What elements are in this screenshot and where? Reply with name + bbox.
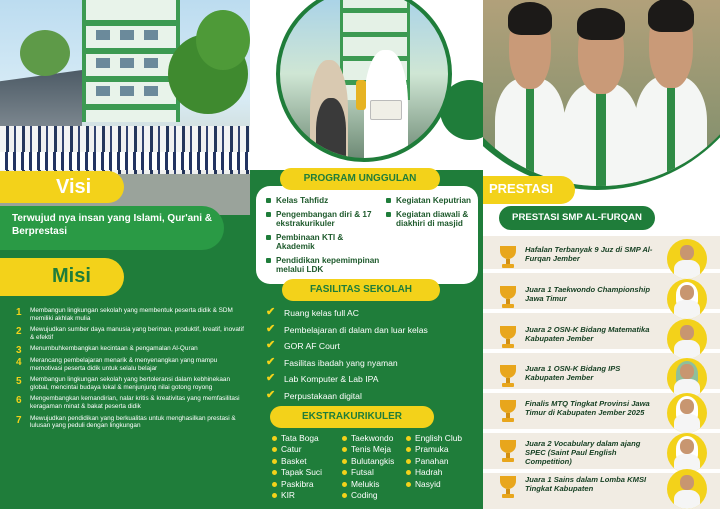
achievement-item: Finalis MTQ Tingkat Provinsi Jawa Timur di Kabupaten Jember 2025 <box>497 396 717 436</box>
panel-visi-misi <box>0 0 250 509</box>
fasilitas-item: ✔ Pembelajaran di dalam dan luar kelas <box>266 322 428 335</box>
trophy-icon <box>497 440 519 462</box>
avatar <box>667 279 707 319</box>
check-icon: ✔ <box>266 388 276 401</box>
check-icon: ✔ <box>266 306 276 318</box>
achievement-item: Juara 1 Taekwondo Championship Jawa Timur <box>497 282 717 322</box>
prestasi-subtitle: PRESTASI SMP AL-FURQAN <box>499 206 655 230</box>
check-icon: ✔ <box>266 339 276 351</box>
misi-item: 2 Mewujudkan sumber daya manusia yang beriman, produktif, kreatif, inovatif & efektif <box>16 326 244 341</box>
ekstra-item: Bulutangkis <box>342 456 394 467</box>
ekstra-item: Tenis Meja <box>342 444 394 455</box>
avatar <box>667 358 707 398</box>
trophy-icon <box>497 476 519 498</box>
ekstra-item: Tapak Suci <box>272 467 322 478</box>
program-item: Pengembangan diri & 17 ekstrakurikuler <box>266 210 380 229</box>
ekstra-item: Hadrah <box>406 467 462 478</box>
check-icon: ✔ <box>266 372 276 384</box>
program-list-left <box>266 196 380 279</box>
trophy-icon <box>497 326 519 348</box>
program-item: Kelas Tahfidz <box>266 196 380 206</box>
program-item: Pendidikan kepemimpinan melalui LDK <box>266 256 380 275</box>
program-item: Kegiatan Keputrian <box>386 196 478 206</box>
misi-item: 6 Mengembangkan kemandirian, nalar kritis & kreativitas yang memfasilitasi keragaman minat & bakat peserta didik <box>16 395 240 410</box>
panel-program-fasilitas <box>250 0 483 509</box>
avatar <box>667 433 707 473</box>
fasilitas-item: ✔ Fasilitas ibadah yang nyaman <box>266 355 398 368</box>
ekstra-item: Futsal <box>342 467 394 478</box>
fasilitas-title: FASILITAS SEKOLAH <box>282 279 440 301</box>
program-list-right <box>386 196 478 233</box>
ekstra-item: Tata Boga <box>272 433 322 444</box>
ekstra-item: Paskibra <box>272 479 322 490</box>
school-building <box>82 0 180 122</box>
prestasi-title: PRESTASI <box>489 181 554 196</box>
misi-list <box>16 307 244 434</box>
misi-item: 7 Mewujudkan pendidikan yang berkualitas untuk menghasilkan prestasi & lulusan yang peduli dengan lingkungan <box>16 414 236 430</box>
ekstra-item: Taekwondo <box>342 433 394 444</box>
achievement-item: Juara 1 Sains dalam Lomba KMSI Tingkat Kabupaten <box>497 472 717 509</box>
ekstra-list-col2 <box>342 433 394 501</box>
misi-item: 1 Membangun lingkungan sekolah yang membentuk peserta didik & SDM memiliki akhlak mulia <box>16 307 233 322</box>
check-icon: ✔ <box>266 355 276 368</box>
ekstra-item: Catur <box>272 444 322 455</box>
program-title: PROGRAM UNGGULAN <box>280 168 440 190</box>
ekstra-item: KIR <box>272 490 322 501</box>
misi-item: 5 Membangun lingkungan sekolah yang bertoleransi dalam kebhinekaan global, mencintai budaya lokal & menjunjung nilai gotong royong <box>16 376 231 391</box>
achievement-item: Hafalan Terbanyak 9 Juz di SMP Al-Furqan Jember <box>497 242 717 282</box>
ekstra-list-col1 <box>272 433 322 501</box>
fasilitas-item: ✔ Lab Komputer & Lab IPA <box>266 372 379 384</box>
fasilitas-item: ✔ Perpustakaan digital <box>266 388 362 401</box>
panel-prestasi <box>483 0 720 509</box>
ekstra-item: Nasyid <box>406 479 462 490</box>
check-icon: ✔ <box>266 322 276 335</box>
ekstra-item: Melukis <box>342 479 394 490</box>
ekstra-item: Pramuka <box>406 444 462 455</box>
students-photo <box>483 0 720 186</box>
avatar <box>667 393 707 433</box>
ekstra-item: Panahan <box>406 456 462 467</box>
ekstra-list-col3 <box>406 433 462 490</box>
visi-text: Terwujud nya insan yang Islami, Qur'ani & Berprestasi <box>12 213 213 237</box>
misi-title: Misi <box>52 265 91 287</box>
trophy-icon <box>497 365 519 387</box>
achievement-item: Juara 1 OSN-K Bidang IPS Kabupaten Jember <box>497 361 717 401</box>
ekstra-item: Basket <box>272 456 322 467</box>
ekstra-title: EKSTRAKURIKULER <box>270 406 434 428</box>
visi-box <box>0 206 224 250</box>
fasilitas-item: ✔ Ruang kelas full AC <box>266 306 359 318</box>
program-item: Pembinaan KTI & Akademik <box>266 233 380 252</box>
avatar <box>667 239 707 279</box>
fasilitas-list <box>266 308 428 407</box>
achievement-item: Juara 2 Vocabulary dalam ajang SPEC (Saint Paul English Competition) <box>497 436 717 476</box>
avatar <box>667 469 707 509</box>
ekstra-item: English Club <box>406 433 462 444</box>
achievement-item: Juara 2 OSN-K Bidang Matematika Kabupaten Jember <box>497 322 717 362</box>
fasilitas-item: ✔ GOR AF Court <box>266 339 340 351</box>
ekstra-item: Coding <box>342 490 394 501</box>
program-item: Kegiatan diawali & diakhiri di masjid <box>386 210 478 229</box>
misi-item: 4 Merancang pembelajaran menarik & menyenangkan yang mampu memotivasi peserta didik untuk selalu belajar <box>16 356 218 372</box>
trophy-icon <box>497 246 519 268</box>
trophy-icon <box>497 400 519 422</box>
avatar <box>667 319 707 359</box>
trophy-icon <box>497 286 519 308</box>
visi-title: Visi <box>56 176 92 198</box>
misi-item: 3 Menumbuhkembangkan kecintaan & pengamalan Al-Quran <box>16 345 198 357</box>
